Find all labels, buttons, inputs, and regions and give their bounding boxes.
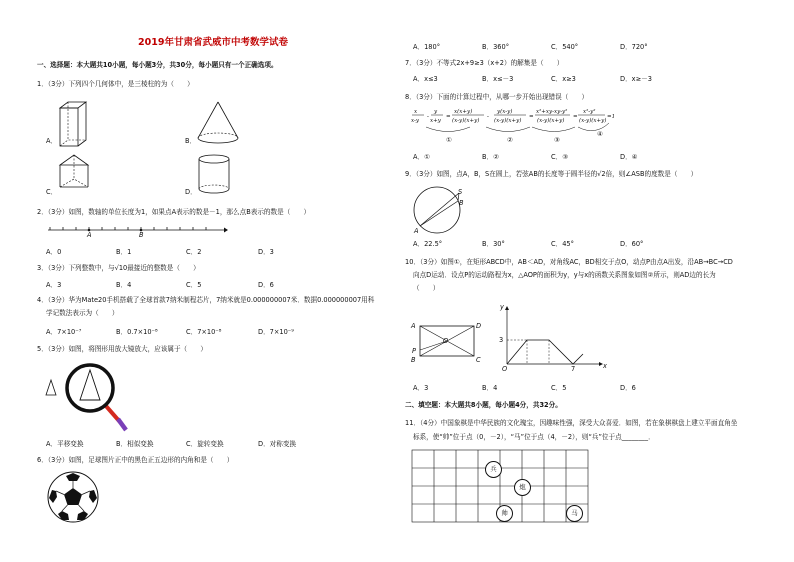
q6-option-b: B．360° xyxy=(482,43,509,51)
q10-stem-line3: （ ） xyxy=(413,284,440,292)
q9-point-b-label: B xyxy=(459,199,464,207)
q11-piece-bing xyxy=(485,461,502,478)
svg-text:=: = xyxy=(573,114,578,120)
q4-option-d: D．7×10⁻⁹ xyxy=(258,328,294,336)
q1-option-a: A． xyxy=(46,137,58,145)
q10-option-d: D．6 xyxy=(620,384,636,392)
q9-point-a-label: A xyxy=(414,227,419,235)
svg-text:x²+xy-xy-y²: x²+xy-xy-y² xyxy=(536,109,568,115)
q7-stem: 7．（3分）不等式2x+9≥3（x+2）的解集是（ ） xyxy=(405,59,564,67)
q2-point-a-label: A xyxy=(87,231,92,239)
q1-cuboid-figure xyxy=(58,100,88,148)
svg-text:=: = xyxy=(529,114,534,120)
q10-function-graph xyxy=(503,306,603,372)
q10-stem-line2: 向点D运动．设点P的运动路程为x，△AOP的面积为y，y与x的函数关系图象如图②所示，则AD边的长为 xyxy=(413,271,716,279)
q4-stem: 4．（3分）华为Mate20手机搭载了全球首款7纳米制程芯片，7纳米就是0.000000007米．数据0.000000007用科 xyxy=(37,296,375,304)
svg-text:(x-y)(x+y): (x-y)(x+y) xyxy=(537,118,565,124)
svg-text:x-y: x-y xyxy=(411,118,419,124)
q5-option-b: B．相似变换 xyxy=(116,440,154,448)
svg-text:-: - xyxy=(427,114,429,120)
q6-soccer-ball-figure xyxy=(46,470,100,524)
q8-step-marker-4: ④ xyxy=(597,130,603,138)
q4-option-c: C．7×10⁻⁸ xyxy=(186,328,222,336)
svg-text:=1: =1 xyxy=(607,114,616,120)
svg-text:(x-y)(x+y): (x-y)(x+y) xyxy=(452,118,480,124)
q9-stem: 9．（3分）如图，点A，B，S在圆上，若弦AB的长度等于圆半径的√2倍，则∠ASB的度数是（ ） xyxy=(405,170,698,178)
q5-option-c: C．旋转变换 xyxy=(186,440,224,448)
q1-cylinder-figure xyxy=(196,153,232,197)
q9-option-b: B．30° xyxy=(482,240,505,248)
svg-text:y: y xyxy=(434,109,438,115)
q10-point-p-label: P xyxy=(412,347,416,355)
q4-option-b: B．0.7×10⁻⁸ xyxy=(116,328,158,336)
q10-option-b: B．4 xyxy=(482,384,498,392)
q10-graph-tick-3: 3 xyxy=(499,336,504,344)
q6-stem: 6．（3分）如图，足球图片正中的黑色正五边形的内角和是（ ） xyxy=(37,456,234,464)
q3-option-c: C．5 xyxy=(186,281,202,289)
q8-option-b: B．② xyxy=(482,153,500,161)
q11-piece-ma xyxy=(566,505,583,522)
section-1-heading: 一、选择题：本大题共10小题，每小题3分，共30分，每小题只有一个正确选项。 xyxy=(37,61,278,69)
q1-cone-figure xyxy=(196,100,240,146)
q8-step-marker-1: ① xyxy=(446,136,452,144)
q5-magnifier-figure xyxy=(42,362,132,434)
q3-stem: 3．（3分）下列整数中，与√10最接近的整数是（ ） xyxy=(37,264,200,272)
q11-piece-shuai-label: 帅 xyxy=(501,509,508,517)
svg-text:(x-y)(x+y): (x-y)(x+y) xyxy=(494,118,522,124)
q1-option-d: D． xyxy=(185,188,197,196)
q7-option-a: A．x≤3 xyxy=(413,75,438,83)
q2-option-d: D．3 xyxy=(258,248,274,256)
q11-piece-shuai xyxy=(496,505,513,522)
q11-piece-pao-label: 炮 xyxy=(519,483,526,491)
q2-point-b-label: B xyxy=(139,231,144,239)
q10-point-d-label: D xyxy=(476,322,482,330)
q3-option-b: B．4 xyxy=(116,281,132,289)
q7-option-d: D．x≥－3 xyxy=(620,75,652,83)
q10-graph-tick-7: 7 xyxy=(571,365,576,373)
q9-option-d: D．60° xyxy=(620,240,644,248)
q11-piece-bing-label: 兵 xyxy=(490,465,497,473)
q10-option-c: C．5 xyxy=(551,384,567,392)
svg-text:x(x+y): x(x+y) xyxy=(454,109,473,115)
q11-piece-ma-label: 马 xyxy=(571,509,578,517)
q1-option-c: C． xyxy=(46,188,58,196)
q10-graph-x-label: x xyxy=(603,362,607,370)
q2-option-b: B．1 xyxy=(116,248,132,256)
q10-point-o-label: O xyxy=(443,337,449,345)
q8-option-a: A．① xyxy=(413,153,431,161)
q8-option-c: C．③ xyxy=(551,153,569,161)
q9-point-s-label: S xyxy=(458,188,463,196)
q4-option-a: A．7×10⁻⁷ xyxy=(46,328,82,336)
q5-option-a: A．平移变换 xyxy=(46,440,84,448)
svg-text:x+y: x+y xyxy=(430,118,441,124)
svg-text:(x-y)(x+y): (x-y)(x+y) xyxy=(579,118,607,124)
q10-graph-origin-label: O xyxy=(502,365,508,373)
q4-stem-continued: 学记数法表示为（ ） xyxy=(46,309,119,317)
q8-stem: 8．（3分）下面的计算过程中，从哪一步开始出现错误（ ） xyxy=(405,93,589,101)
q2-option-a: A．0 xyxy=(46,248,62,256)
q10-point-c-label: C xyxy=(476,356,481,364)
q6-option-a: A．180° xyxy=(413,43,440,51)
q5-stem: 5．（3分）如图，将图形用放大镜放大，应该属于（ ） xyxy=(37,345,207,353)
q10-point-b-label: B xyxy=(411,356,416,364)
q11-stem-line2: 标系，使“帅”位于点（0，－2），“马”位于点（4，－2），则“兵”位于点________． xyxy=(413,433,655,441)
q2-option-c: C．2 xyxy=(186,248,202,256)
q1-triangular-prism-figure xyxy=(58,153,92,193)
q2-stem: 2．（3分）如图，数轴的单位长度为1，如果点A表示的数是－1，那么点B表示的数是（ ） xyxy=(37,208,311,216)
svg-text:=: = xyxy=(446,114,451,120)
q6-option-c: C．540° xyxy=(551,43,579,51)
q10-stem: 10．（3分）如图①，在矩形ABCD中，AB＜AD，对角线AC，BD相交于点O，动点P由点A出发，沿AB→BC→CD xyxy=(405,258,733,266)
page-title: 2019年甘肃省武威市中考数学试卷 xyxy=(138,37,288,48)
q8-step-marker-3: ③ xyxy=(554,136,560,144)
svg-text:x: x xyxy=(414,109,418,115)
q7-option-b: B．x≤－3 xyxy=(482,75,514,83)
q7-option-c: C．x≥3 xyxy=(551,75,576,83)
q5-option-d: D．对称变换 xyxy=(258,440,297,448)
svg-text:x²-y²: x²-y² xyxy=(583,109,596,115)
q11-piece-pao xyxy=(514,479,531,496)
svg-text:-: - xyxy=(487,114,489,120)
q8-step-marker-2: ② xyxy=(507,136,513,144)
q3-option-a: A．3 xyxy=(46,281,62,289)
q10-option-a: A．3 xyxy=(413,384,429,392)
q10-point-a-label: A xyxy=(411,322,416,330)
q2-number-line xyxy=(48,222,228,242)
q1-option-b: B． xyxy=(185,137,197,145)
q9-option-a: A．22.5° xyxy=(413,240,443,248)
q9-option-c: C．45° xyxy=(551,240,574,248)
q10-graph-y-label: y xyxy=(500,303,504,311)
q1-stem: 1．（3分）下列四个几何体中，是三棱柱的为（ ） xyxy=(37,80,194,88)
q6-option-d: D．720° xyxy=(620,43,648,51)
svg-text:y(x-y): y(x-y) xyxy=(497,109,513,115)
q11-stem: 11．（4分）中国象棋是中华民族的文化瑰宝，因趣味性强，深受大众喜爱．如图，若在象棋棋盘上建立平面直角坐 xyxy=(405,419,738,427)
section-2-heading: 二、填空题：本大题共8小题，每小题4分，共32分。 xyxy=(405,401,562,409)
q3-option-d: D．6 xyxy=(258,281,274,289)
q8-option-d: D．④ xyxy=(620,153,638,161)
